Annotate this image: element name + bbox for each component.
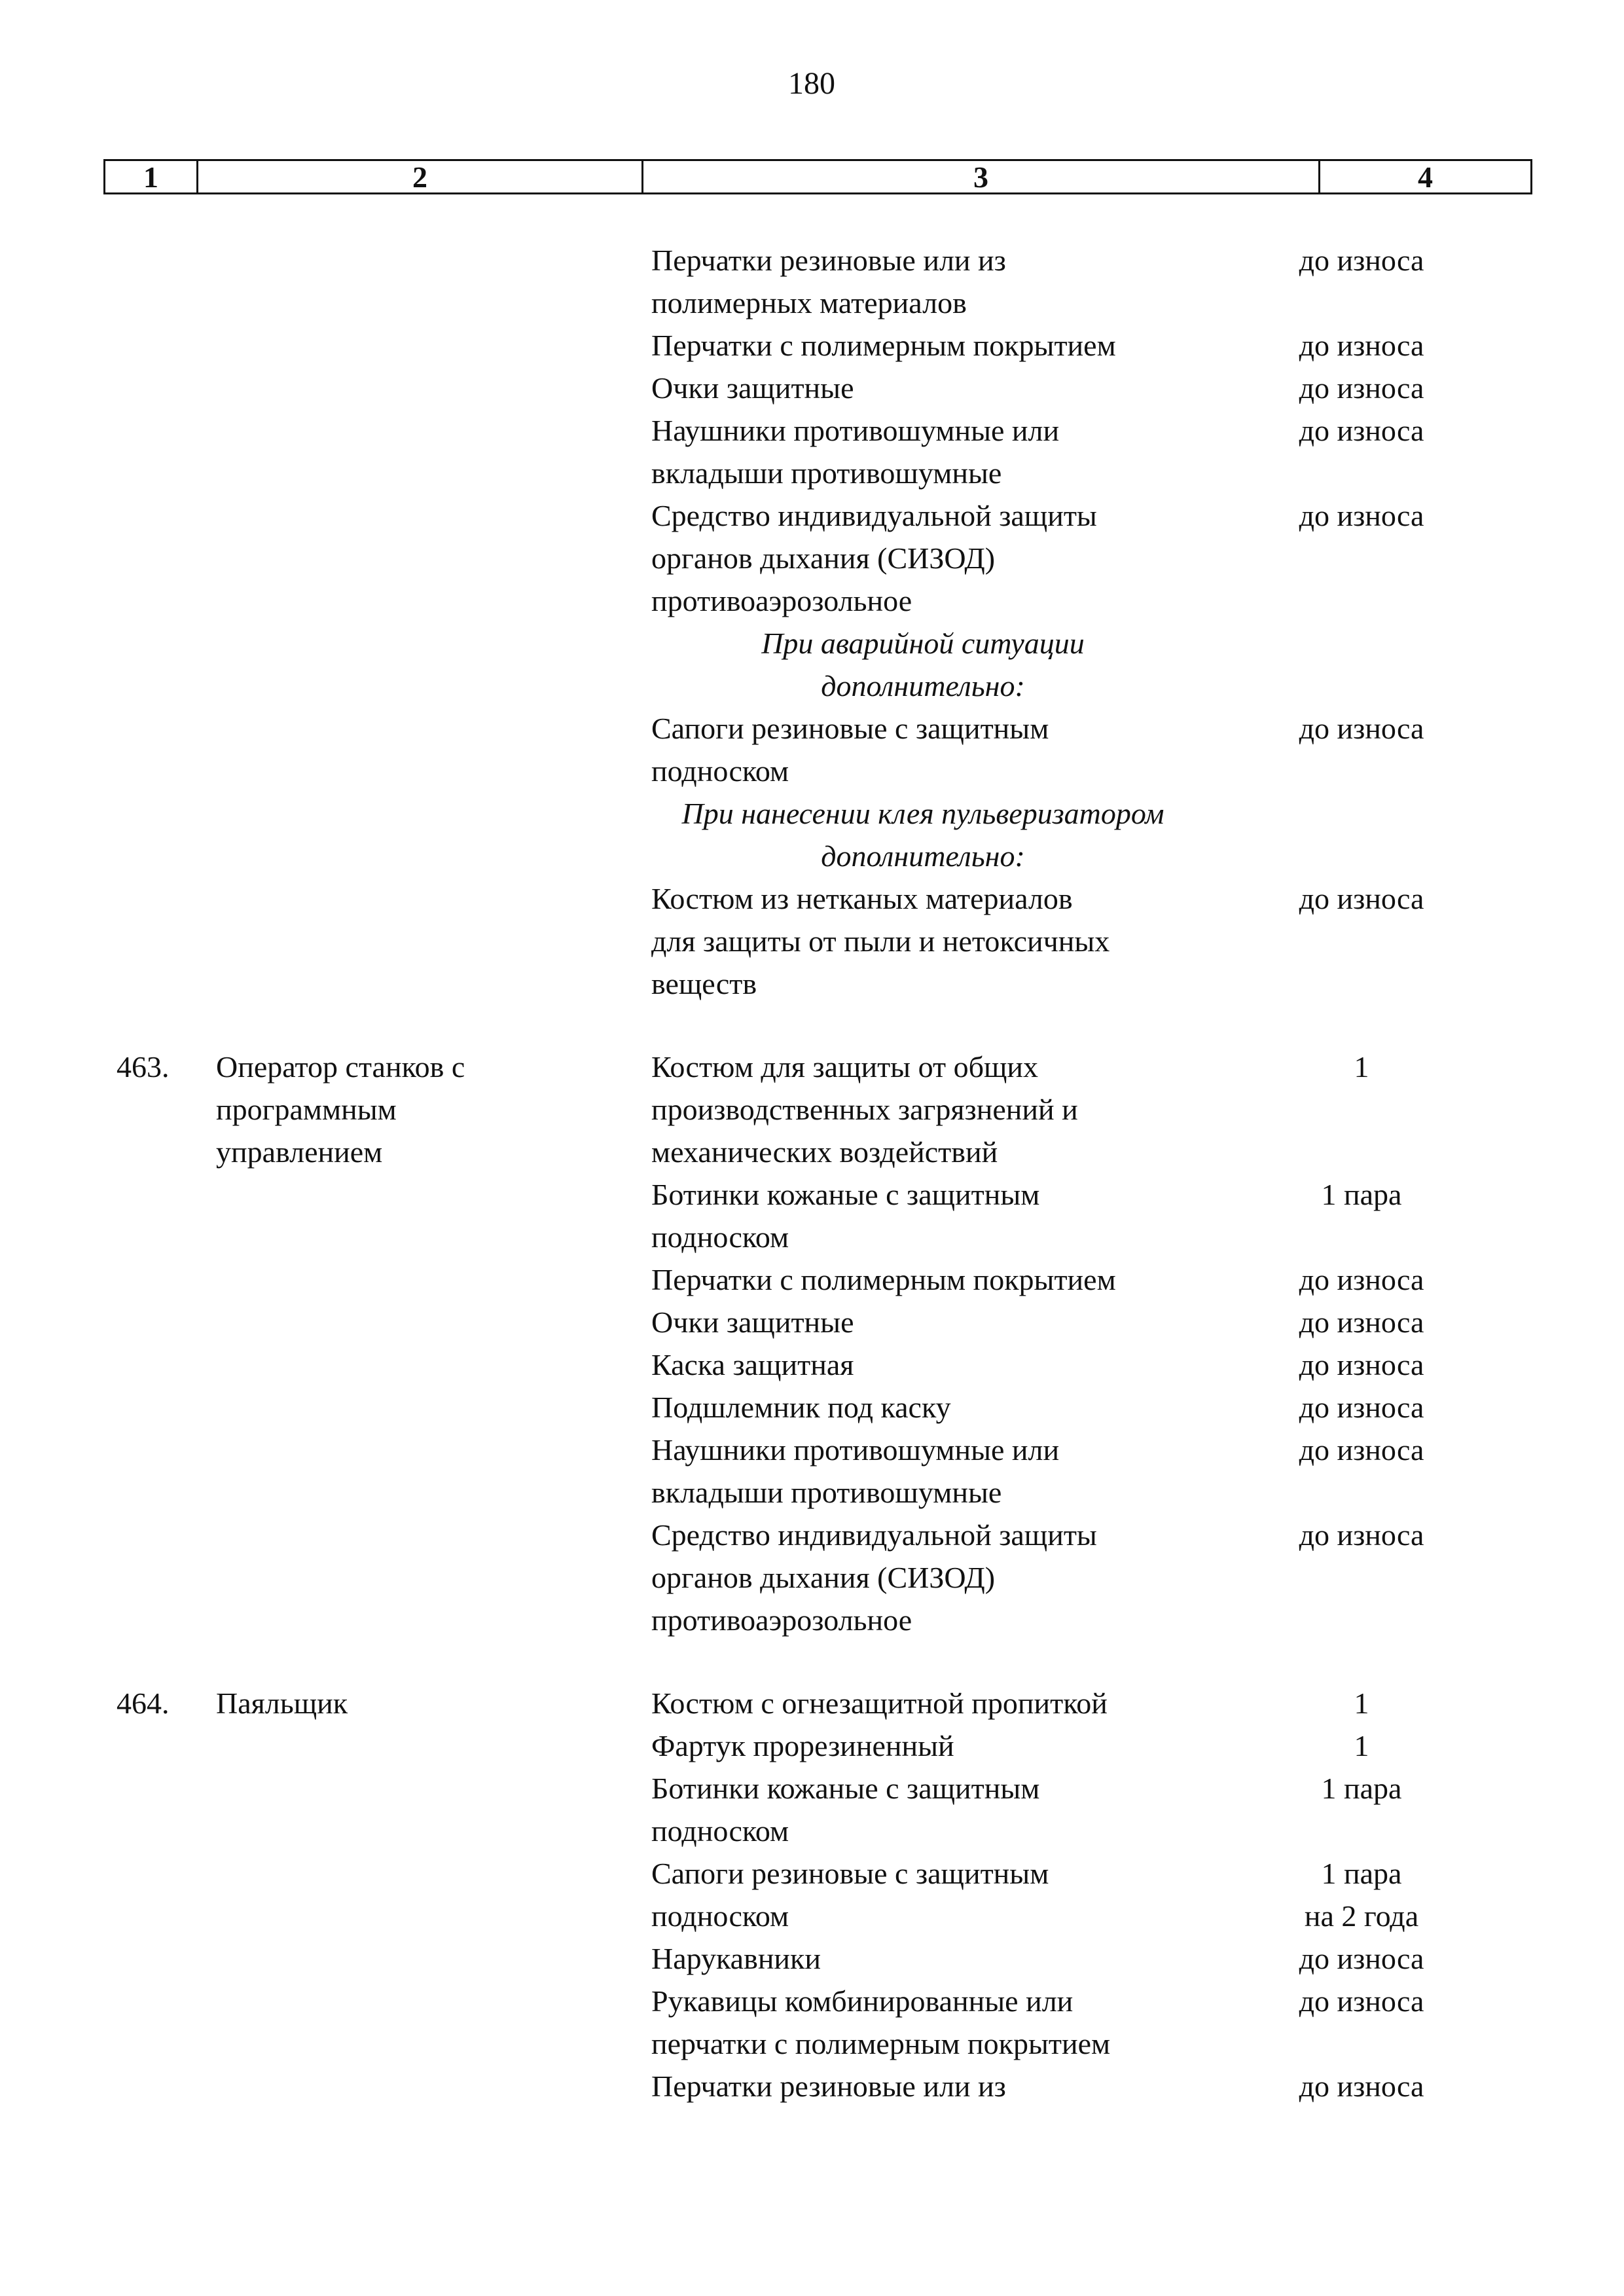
ppe-item-quantity: до износа (1299, 1984, 1424, 2018)
ppe-item-name: Перчатки резиновые или из (651, 2069, 1006, 2103)
ppe-item-quantity: до износа (1299, 1942, 1424, 1975)
ppe-item-quantity: до износа (1299, 712, 1424, 745)
ppe-item-name: Очки защитные (651, 371, 854, 405)
ppe-item-row (651, 1301, 1535, 1343)
ppe-item-quantity: 1 (1354, 1686, 1369, 1720)
ppe-item-quantity: до износа (1299, 1263, 1424, 1296)
ppe-item-quantity: до износа (1299, 1518, 1424, 1552)
condition-note: При нанесении клея пульверизатором дополнительно: (681, 797, 1164, 873)
ppe-item-quantity: до износа (1299, 371, 1424, 405)
ppe-item-name: Костюм из нетканых материалов для защиты от пыли и нетоксичных веществ (651, 882, 1110, 1000)
ppe-item-quantity: до износа (1299, 1433, 1424, 1467)
occupation-name: Оператор станков с программным управлением (216, 1050, 465, 1169)
ppe-item-quantity: до износа (1299, 1305, 1424, 1339)
ppe-item-quantity: до износа (1299, 499, 1424, 532)
occupation-name: Паяльщик (216, 1686, 348, 1720)
ppe-item-quantity: 1 пара (1321, 1178, 1402, 1211)
ppe-item-name: Костюм с огнезащитной пропиткой (651, 1686, 1108, 1720)
ppe-item-row (651, 1258, 1535, 1301)
ppe-list (651, 1682, 1535, 2107)
ppe-item-quantity: 1 пара на 2 года (1304, 1857, 1419, 1933)
ppe-item-row (651, 877, 1535, 1005)
ppe-item-row (651, 1429, 1535, 1514)
ppe-item-row (651, 324, 1535, 367)
entry-number: 463. (117, 1050, 170, 1084)
entry-group (0, 1682, 1624, 2107)
ppe-item-row (651, 1937, 1535, 1980)
ppe-item-row (651, 1386, 1535, 1429)
ppe-item-row (651, 1514, 1535, 1641)
ppe-item-name: Костюм для защиты от общих производственных загрязнений и механических воздействий (651, 1050, 1078, 1169)
ppe-item-row (651, 1343, 1535, 1386)
ppe-item-name: Наушники противошумные или вкладыши противошумные (651, 1433, 1060, 1509)
ppe-item-row (651, 2065, 1535, 2107)
ppe-item-row (651, 1173, 1535, 1258)
ppe-item-quantity: до износа (1299, 244, 1424, 277)
ppe-item-name: Сапоги резиновые с защитным подноском (651, 1857, 1049, 1933)
ppe-item-row (651, 1682, 1535, 1724)
column-header-2: 2 (198, 161, 643, 194)
ppe-item-row (651, 1852, 1535, 1937)
entry-number: 464. (117, 1686, 170, 1720)
ppe-item-name: Нарукавники (651, 1942, 821, 1975)
ppe-item-name: Сапоги резиновые с защитным подноском (651, 712, 1049, 788)
column-header-4: 4 (1418, 160, 1433, 194)
ppe-item-name: Ботинки кожаные с защитным подноском (651, 1178, 1040, 1254)
ppe-item-quantity: до износа (1299, 1391, 1424, 1424)
ppe-item-name: Средство индивидуальной защиты органов дыхания (СИЗОД) противоаэрозольное (651, 1518, 1097, 1637)
column-header-row (103, 159, 1532, 194)
ppe-item-name: Перчатки резиновые или из полимерных материалов (651, 244, 1006, 319)
ppe-item-name: Ботинки кожаные с защитным подноском (651, 1772, 1040, 1848)
ppe-item-quantity: 1 пара (1321, 1772, 1402, 1805)
column-header-3: 3 (643, 161, 1320, 194)
ppe-item-quantity: до износа (1299, 414, 1424, 447)
ppe-item-row (651, 409, 1535, 494)
condition-note: При аварийной ситуации дополнительно: (761, 627, 1085, 702)
table-body (0, 239, 1624, 2148)
ppe-item-quantity: до износа (1299, 2069, 1424, 2103)
entry-group (0, 239, 1624, 1005)
ppe-item-name: Фартук прорезиненный (651, 1729, 954, 1762)
ppe-item-name: Средство индивидуальной защиты органов дыхания (СИЗОД) противоаэрозольное (651, 499, 1097, 617)
ppe-list (651, 1046, 1535, 1641)
ppe-item-row (651, 1767, 1535, 1852)
ppe-item-name: Каска защитная (651, 1348, 854, 1381)
ppe-item-row (651, 494, 1535, 622)
ppe-item-name: Подшлемник под каску (651, 1391, 951, 1424)
ppe-item-row (651, 239, 1535, 324)
ppe-item-row (651, 1724, 1535, 1767)
ppe-item-row (651, 1980, 1535, 2065)
ppe-item-quantity: 1 (1354, 1729, 1369, 1762)
ppe-item-quantity: до износа (1299, 329, 1424, 362)
ppe-item-row (651, 1046, 1535, 1173)
page-number: 180 (788, 66, 835, 101)
ppe-item-name: Наушники противошумные или вкладыши противошумные (651, 414, 1060, 490)
column-header-1: 1 (105, 161, 198, 194)
ppe-item-quantity: до износа (1299, 882, 1424, 915)
ppe-item-name: Очки защитные (651, 1305, 854, 1339)
ppe-item-quantity: 1 (1354, 1050, 1369, 1084)
ppe-item-name: Рукавицы комбинированные или перчатки с полимерным покрытием (651, 1984, 1111, 2060)
ppe-list (651, 239, 1535, 1005)
ppe-item-name: Перчатки с полимерным покрытием (651, 1263, 1116, 1296)
entry-group (0, 1046, 1624, 1641)
ppe-item-row (651, 707, 1535, 792)
ppe-item-row (651, 367, 1535, 409)
ppe-item-quantity: до износа (1299, 1348, 1424, 1381)
ppe-item-name: Перчатки с полимерным покрытием (651, 329, 1116, 362)
